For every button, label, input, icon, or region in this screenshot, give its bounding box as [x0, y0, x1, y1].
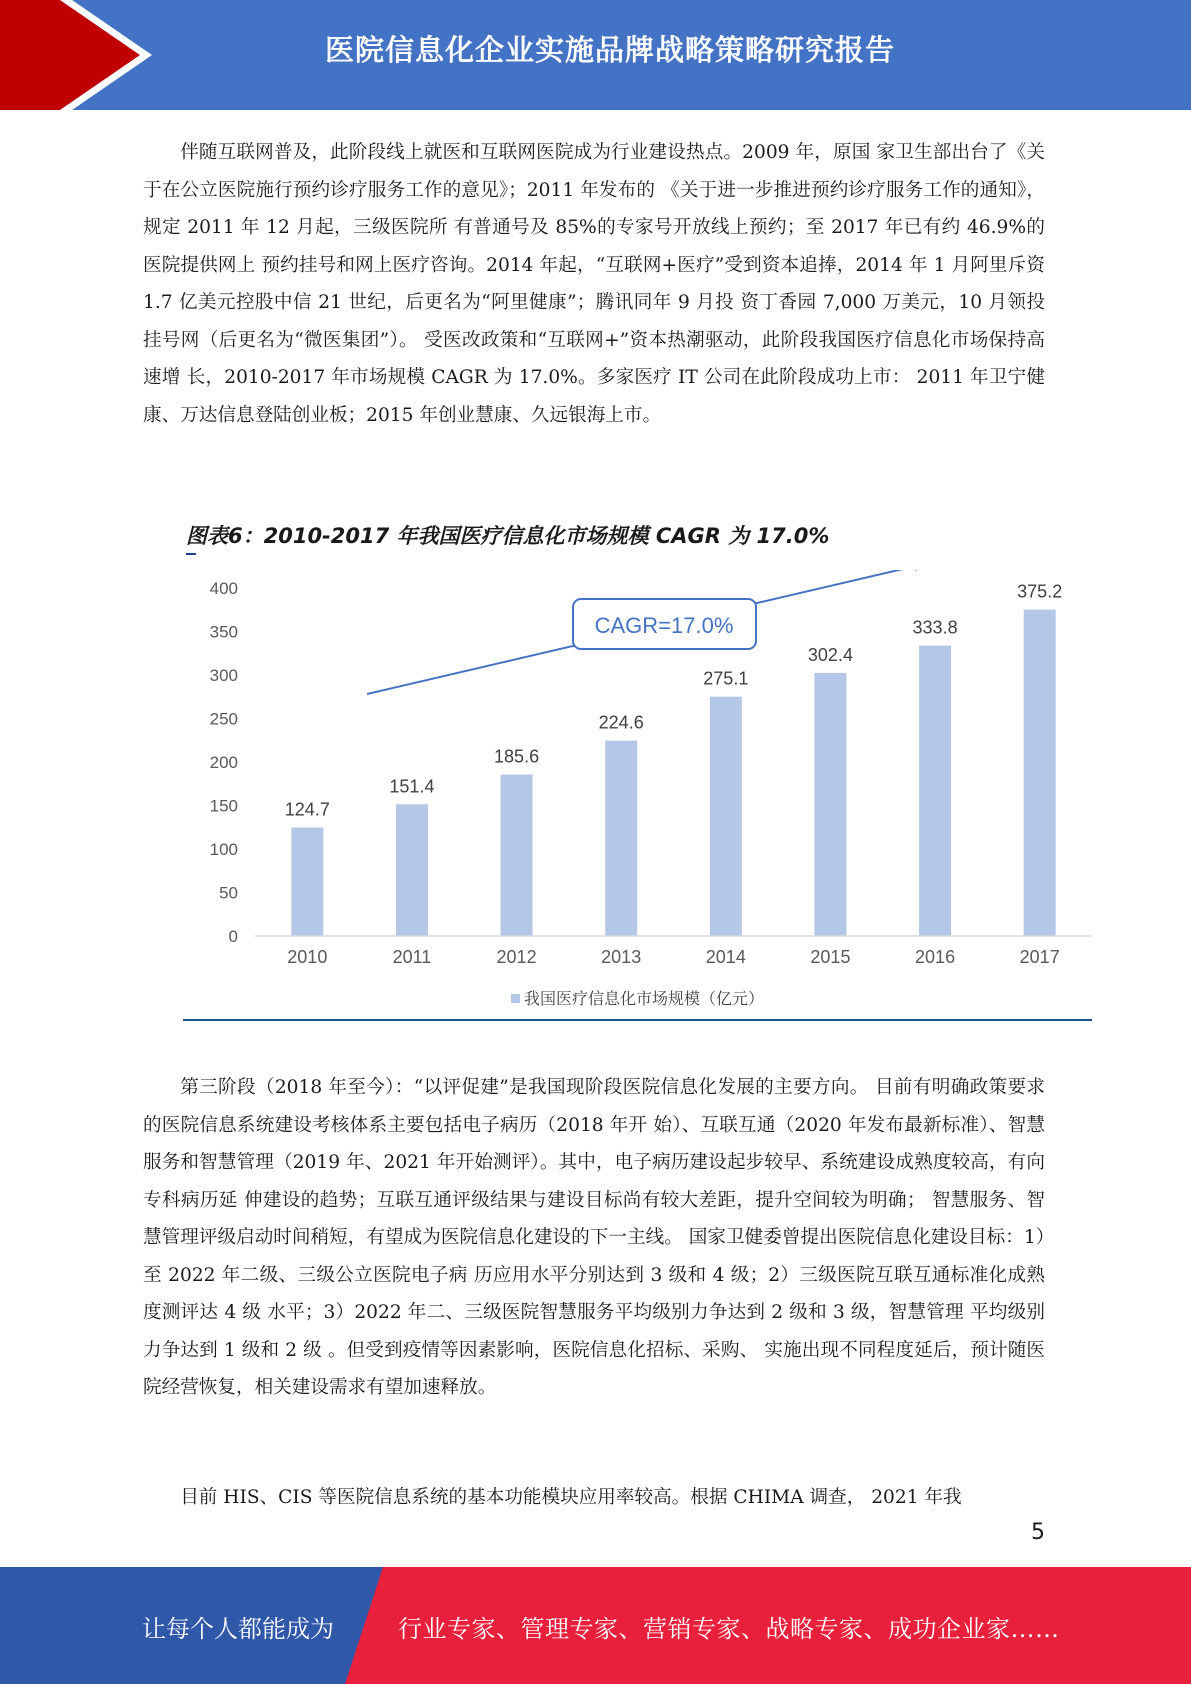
header-arrow-decoration: [0, 0, 180, 110]
page-header: [0, 0, 1191, 110]
y-tick-label: 250: [209, 709, 238, 729]
x-tick-label-2011: 2011: [392, 947, 432, 967]
data-label-2015: 302.4: [807, 644, 853, 665]
bar-2011: [396, 804, 428, 936]
data-label-2012: 185.6: [494, 746, 540, 767]
bar-2010: [291, 828, 323, 936]
y-tick-label: 350: [209, 622, 238, 642]
footer-slogan-right: 行业专家、管理专家、营销专家、战略专家、成功企业家……: [398, 1615, 1060, 1643]
y-axis-ticks: [210, 579, 238, 946]
bar-2014: [710, 697, 742, 936]
x-tick-label-2016: 2016: [915, 947, 956, 967]
bar-2012: [501, 775, 533, 936]
data-label-2013: 224.6: [598, 712, 644, 733]
y-tick-label: 100: [209, 840, 238, 859]
y-tick-label: 200: [209, 753, 238, 772]
x-tick-label-2015: 2015: [810, 947, 851, 967]
bar-2016: [919, 646, 951, 936]
x-tick-label-2017: 2017: [1019, 947, 1060, 967]
bar-chart: [180, 570, 1095, 1020]
data-label-2017: 375.2: [1017, 581, 1063, 602]
y-tick-label: 300: [209, 666, 238, 685]
chart-bars: [291, 610, 1055, 936]
x-tick-label-2012: 2012: [496, 947, 537, 967]
y-tick-label: 150: [209, 796, 238, 816]
y-tick-label: 50: [219, 883, 238, 903]
x-tick-label-2014: 2014: [705, 947, 746, 967]
data-label-2014: 275.1: [703, 668, 749, 689]
data-label-2011: 151.4: [389, 776, 435, 797]
bar-2013: [605, 741, 637, 936]
legend-label: 我国医疗信息化市场规模（亿元）: [524, 989, 765, 1008]
page-footer: [0, 1567, 1191, 1684]
data-label-2010: 124.7: [284, 799, 330, 820]
body-paragraph-3: 目前 HIS、CIS 等医院信息系统的基本功能模块应用率较高。根据 CHIMA 调查， 2021 年我: [180, 1487, 962, 1508]
page-number: 5: [1031, 1520, 1045, 1545]
figure-title-underline: [186, 553, 196, 555]
y-tick-label: 0: [228, 927, 238, 946]
body-paragraph-2: 第三阶段（2018 年至今）：“以评促建”是我国现阶段医院信息化发展的主要方向。 目前有明确政策要求的医院信息系统建设考核体系主要包括电子病历（2018 年开 始）、互联互通（2020 年发布最新标准）、智慧服务和智慧管理（2019 年、2021 年开始测评）。其中，电子病历建设起步较早、系统建设成熟度较高，有向专科病历延 伸建设的趋势；互联互通评级结果与建设目标尚有较大差距，提升空间较为明确； 智慧服务、智慧管理评级启动时间稍短，有望成为医院信息化建设的下一主线。 国家卫健委曾提出医院信息化建设目标：1）至 2022 年二级、三级公立医院电子病 历应用水平分别达到 3 级和 4 级；2）三级医院互联互通标准化成熟度测评达 4 级 水平；3）2022 年二、三级医院智慧服务平均级别力争达到 2 级和 3 级，智慧管理 平均级别力争达到 1 级和 2 级 。但受到疫情等因素影响，医院信息化招标、采购、 实施出现不同程度延后，预计随医院经营恢复，相关建设需求有望加速释放。: [143, 1077, 1045, 1398]
y-tick-label: 400: [209, 579, 238, 598]
data-label-2016: 333.8: [912, 617, 958, 638]
figure-bottom-rule: [183, 1019, 1092, 1021]
x-tick-label-2013: 2013: [601, 947, 642, 967]
body-paragraph-1: 伴随互联网普及，此阶段线上就医和互联网医院成为行业建设热点。2009 年，原国 家卫生部出台了《关于在公立医院施行预约诊疗服务工作的意见》；2011 年发布的 《关于进一步推进预约诊疗服务工作的通知》，规定 2011 年 12 月起，三级医院所 有普通号及 85%的专家号开放线上预约；至 2017 年已有约 46.9%的医院提供网上 预约挂号和网上医疗咨询。2014 年起，“互联网+医疗”受到资本追捧，2014 年 1 月阿里斥资 1.7 亿美元控股中信 21 世纪，后更名为“阿里健康”；腾讯同年 9 月投 资丁香园 7,000 万美元，10 月领投挂号网（后更名为“微医集团”）。 受医改政策和“互联网+”资本热潮驱动，此阶段我国医疗信息化市场保持高速增 长，2010-2017 年市场规模 CAGR 为 17.0%。多家医疗 IT 公司在此阶段成功上市： 2011 年卫宁健康、万达信息登陆创业板；2015 年创业慧康、久远银海上市。: [143, 142, 1045, 426]
cagr-arrow-head: [913, 570, 929, 571]
x-tick-label-2010: 2010: [287, 947, 328, 967]
x-axis-ticks: [287, 947, 1059, 967]
bar-2015: [814, 673, 846, 936]
footer-slogan-left: 让每个人都能成为: [142, 1615, 334, 1643]
header-title: 医院信息化企业实施品牌战略策略研究报告: [324, 33, 895, 67]
bar-2017: [1024, 610, 1056, 936]
figure-title: 图表6：2010-2017 年我国医疗信息化市场规模 CAGR 为 17.0%: [186, 524, 830, 548]
legend-swatch: [511, 994, 520, 1003]
cagr-annotation-text: CAGR=17.0%: [594, 613, 734, 638]
